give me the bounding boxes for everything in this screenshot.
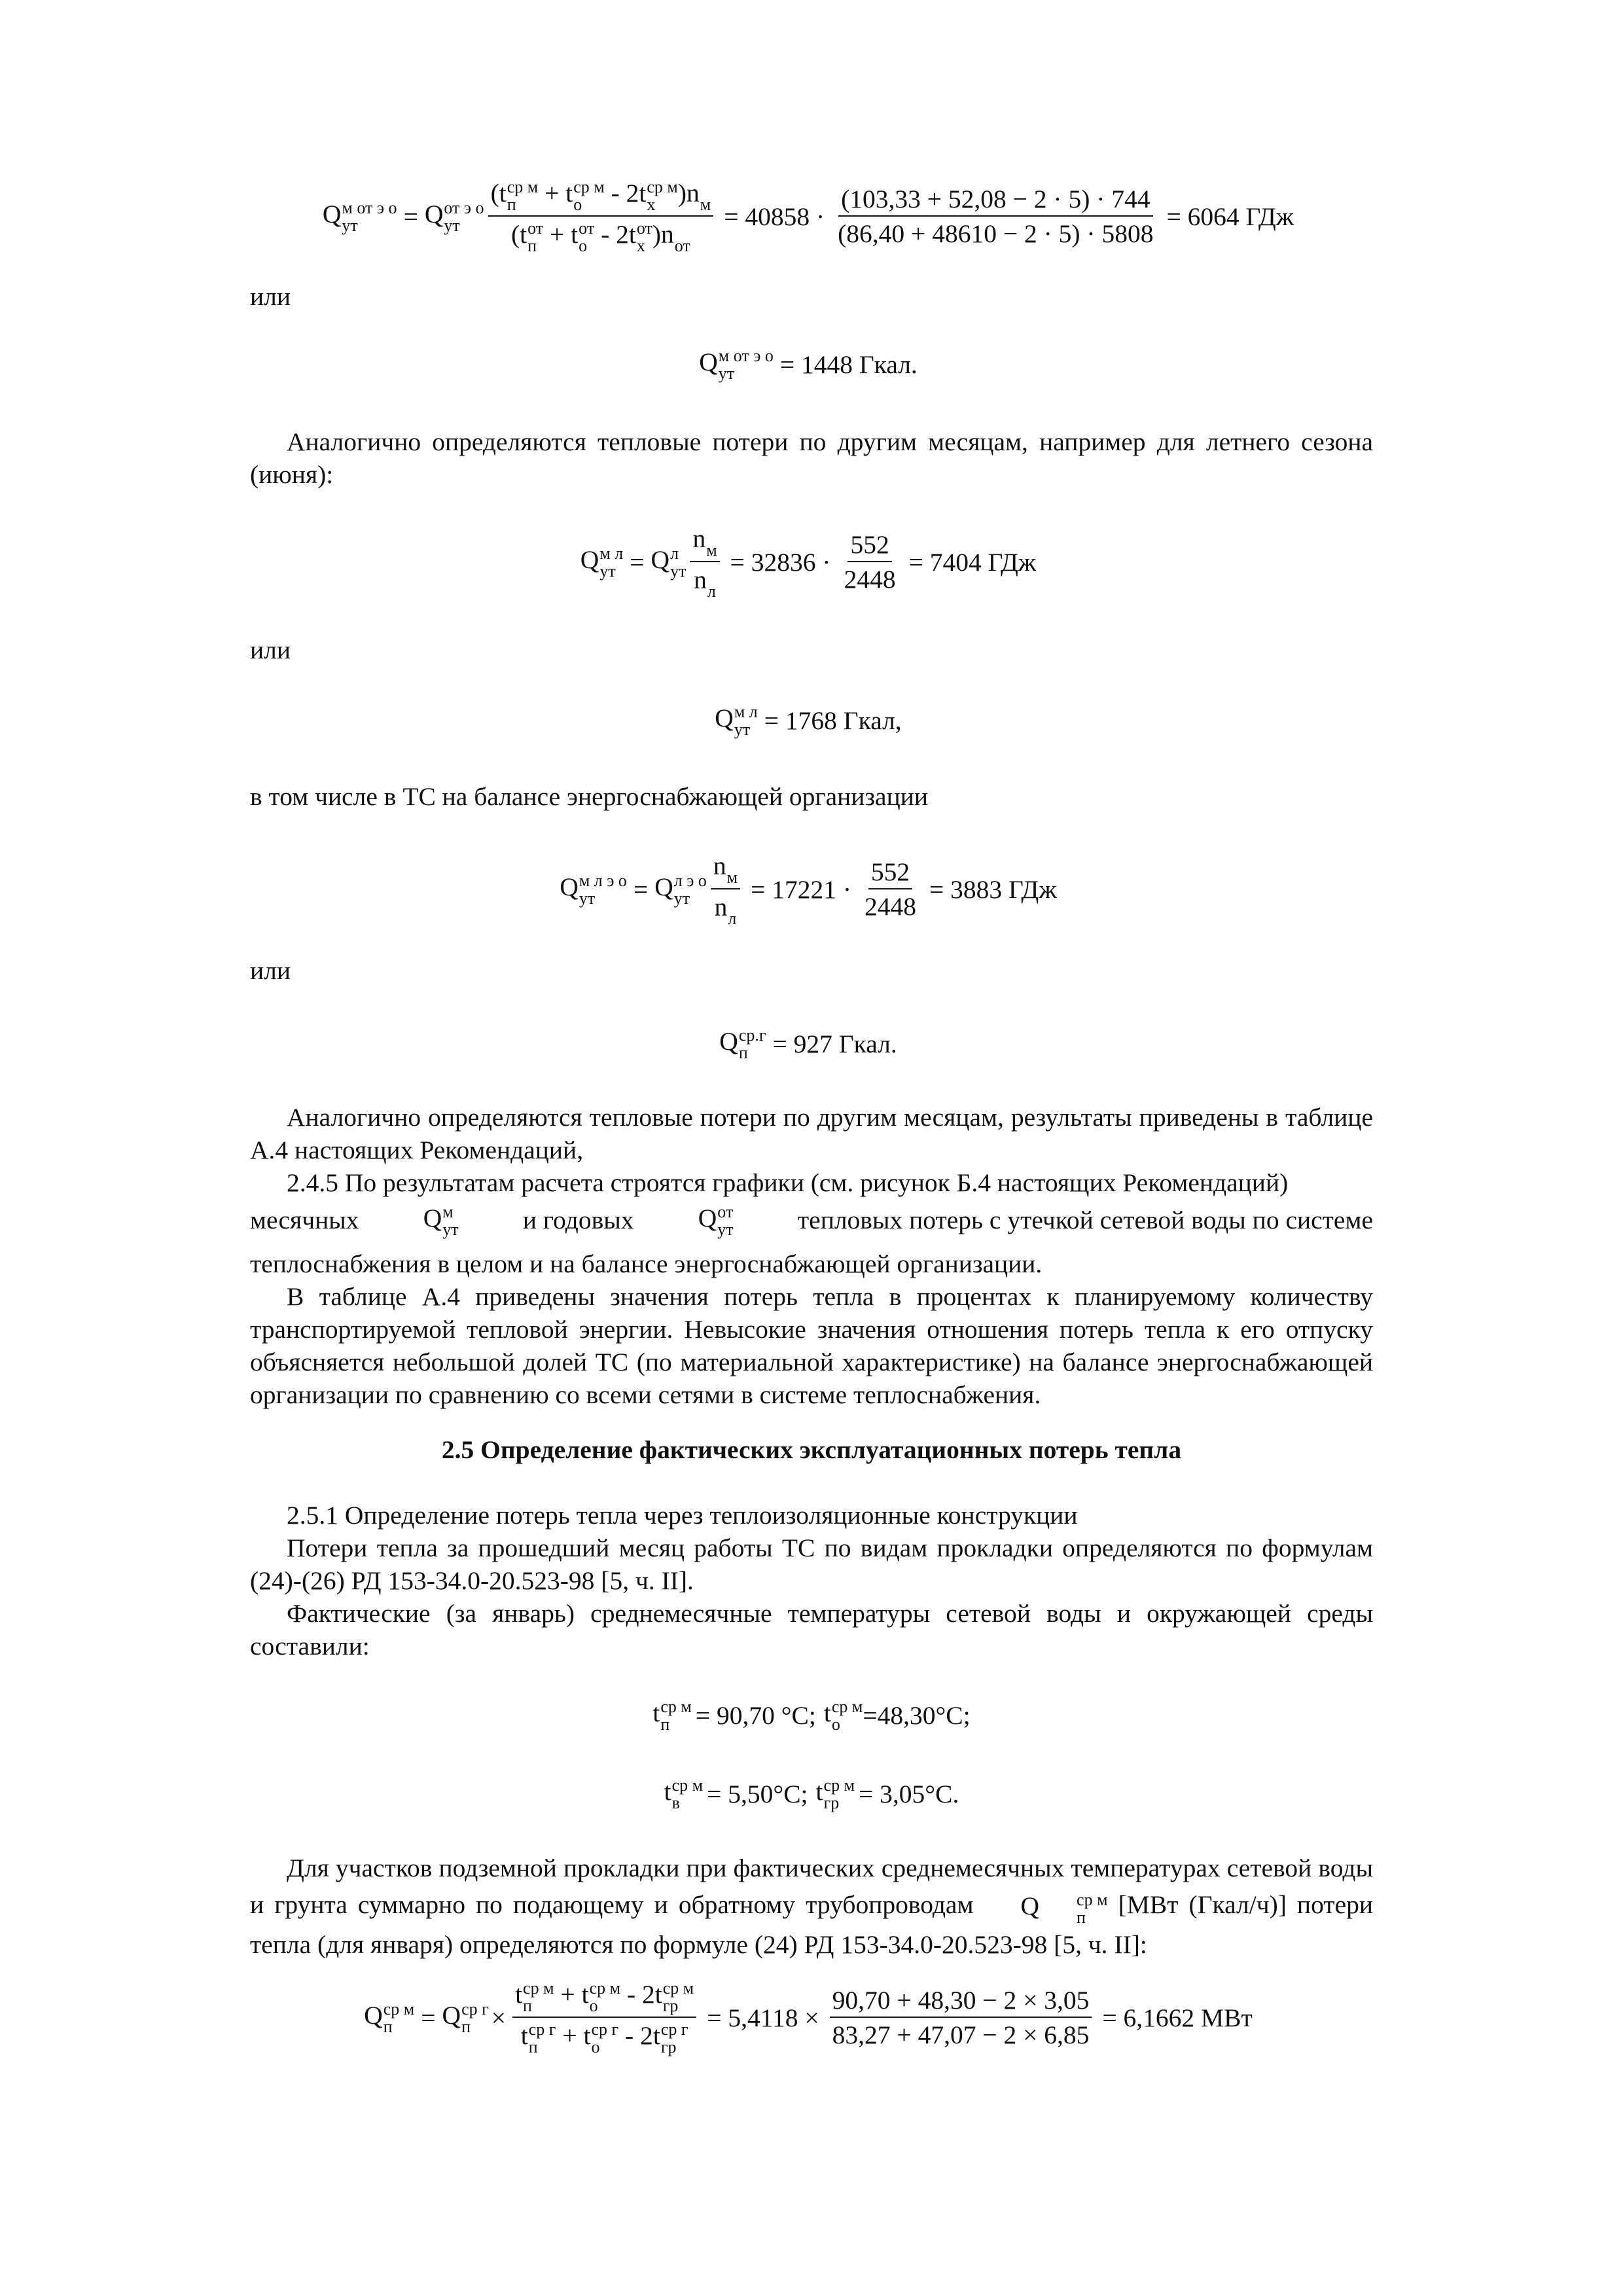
text-or: или bbox=[250, 636, 291, 664]
paragraph-actual-temperatures: Фактические (за январь) среднемесячные температуры сетевой воды и окружающей среды составили: bbox=[250, 1599, 1373, 1660]
formula-result-gcal-1: Q м от э о ут = 1448 Гкал. bbox=[699, 346, 918, 383]
paragraph-table-a4: В таблице А.4 приведены значения потерь тепла в процентах к планируемому количеству транспортируемой тепловой энергии. Невысокие значения отношения потерь тепла к его отпуску объясняется небольшой долей ТС (по материальной характеристике) на балансе энергоснабжающей организации по сравнению со всеми сетями в системе теплоснабжения. bbox=[250, 1282, 1373, 1409]
hours-fraction: n м n л bbox=[711, 851, 740, 927]
numeric-fraction: $\frac{90,70 + 48,30 - 2 \times 3,05}{83,27 + 47,07 - 2 \times 6,85}$ bbox=[830, 1986, 1092, 2049]
paragraph-2-4-5-line3: теплоснабжения в целом и на балансе энергоснабжающей организации. bbox=[250, 1249, 1043, 1278]
formula-water-temperatures: t ср м п = 90,70 °C; t ср м о =48,30°C; bbox=[652, 1697, 971, 1734]
formula-result-gcal-2: Q м л ут = 1768 Гкал, bbox=[715, 702, 902, 739]
paragraph-summer-season: Аналогично определяются тепловые потери по другим месяцам, например для летнего сезона (июня): bbox=[250, 427, 1373, 489]
temperature-fraction-numerator: (t ср м п + t ср м о - 2t ср м х )n м bbox=[488, 178, 714, 217]
paragraph-balance: в том числе в ТС на балансе энергоснабжающей организации bbox=[250, 782, 928, 811]
numeric-fraction: $\frac{552}{2448}$ bbox=[865, 857, 917, 921]
formula-ambient-temperatures: t ср м в = 5,50°C; t ср м гр = 3,05°C. bbox=[664, 1776, 959, 1812]
temperature-fraction: t ср м п + t ср м о - 2t ср м гр t ср г п + t ср г о - 2t ср г гр bbox=[512, 1979, 696, 2056]
formula-lhs: Q м от э о ут bbox=[322, 198, 397, 235]
temperature-fraction bbox=[488, 178, 714, 255]
text-or: или bbox=[250, 282, 291, 311]
paragraph-underground-laying: Для участков подземной прокладки при фактических среднемесячных температурах сетевой воды и грунта суммарно по подающему и обратному трубопроводам Q ср м п [МВт (Гкал/ч)] потери тепла (для января) определяются по формуле (24) РД 153-34.0-20.523-98 [5, ч. II]: bbox=[250, 1854, 1373, 1960]
formula-underground-losses: Q ср м п = Q ср г п × t ср м п + t ср м о - 2t ср м гр t ср г п + t ср г о - 2t ср г гр = 5,4118 × $\frac{90,70 + 48,30 - 2 \times 3,05}{83,27 + 47,07 - 2 \times 6,85}$ = 6,1662 МВт bbox=[364, 1979, 1253, 2056]
hours-fraction: n м n л bbox=[690, 524, 719, 600]
paragraph-2-4-5-line1: 2.4.5 По результатам расчета строятся графики (см. рисунок Б.4 настоящих Рекомендаций) bbox=[287, 1168, 1289, 1197]
numeric-fraction-denominator: (86,40 + 48610 − 2 · 5) · 5808 bbox=[838, 219, 1154, 248]
formula-result: = 6064 ГДж bbox=[1166, 202, 1294, 231]
formula-result-gcal-3: Q ср.г п = 927 Гкал. bbox=[719, 1026, 897, 1062]
formula-summer-losses: Q м л ут = Q л ут n м n л = 32836 · $\frac{552}{2448}$ = 7404 ГДж bbox=[580, 524, 1037, 601]
paragraph-other-months: Аналогично определяются тепловые потери по другим месяцам, результаты приведены в таблице А.4 настоящих Рекомендаций, bbox=[250, 1103, 1373, 1164]
text-or: или bbox=[250, 956, 291, 985]
temperature-fraction-denominator: (t от п + t от о - 2t от х )n от bbox=[510, 219, 690, 255]
numeric-fraction bbox=[835, 185, 1156, 248]
multiplier: = 40858 · bbox=[724, 202, 825, 231]
numeric-fraction-numerator: (103,33 + 52,08 − 2 · 5) · 744 bbox=[838, 185, 1152, 217]
paragraph-loss-formulas: Потери тепла за прошедший месяц работы ТС по видам прокладки определяются по формулам (24)-(26) РД 153-34.0-20.523-98 [5, ч. II]. bbox=[250, 1534, 1373, 1595]
formula-leakage-heating-eso: Q м от э о ут = Q от э о ут (t ср м п + t ср м о - 2t ср м х )n м (t от п + t от о - 2t от х )n от = 40858 · $\frac{(103,33 + 52,08 - 2 \cdot 5) \cdot 744}{(86,40 + 48610 - 2 \cdot 5) \cdot 5808}$ = 6064 ГДж bbox=[250, 178, 1373, 255]
paragraph-2-4-5-line2: месячных Q м ут и годовых Q от ут тепловых потерь с утечкой сетевой воды по системе bbox=[250, 1202, 1373, 1239]
numeric-fraction: $\frac{552}{2448}$ bbox=[844, 530, 896, 594]
formula-q-annual: Q от э о ут bbox=[424, 198, 484, 235]
section-heading-2-5: 2.5 Определение фактических эксплуатационных потерь тепла bbox=[441, 1435, 1182, 1464]
formula-summer-losses-eso: Q м л э о ут = Q л э о ут n м n л = 17221 · $\frac{552}{2448}$ = 3883 ГДж bbox=[560, 852, 1057, 928]
paragraph-2-5-1: 2.5.1 Определение потерь тепла через теплоизоляционные конструкции bbox=[287, 1501, 1078, 1530]
